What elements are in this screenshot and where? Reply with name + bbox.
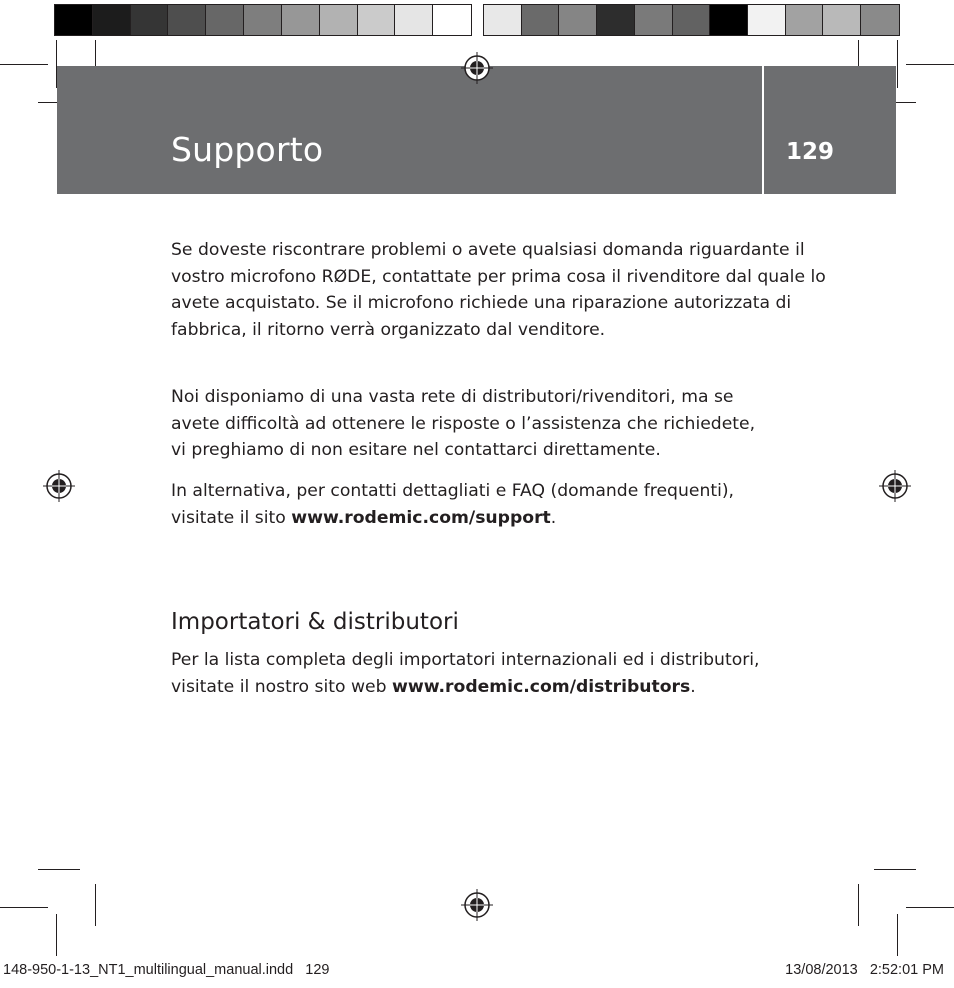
crop-mark (897, 40, 898, 88)
paragraph-line: vi preghiamo di non esitare nel contattarci direttamente. (171, 440, 661, 460)
slug-file-name: 148-950-1-13_NT1_multilingual_manual.indd (3, 962, 294, 978)
color-swatch (710, 5, 748, 35)
color-swatch (244, 5, 282, 35)
intro-paragraph: Se doveste riscontrare problemi o avete qualsiasi domanda riguardante il vostro microfono RØDE, contattate per prima cosa il rivenditore dal quale lo avete acquistato. Se il microfono richiede una riparazione autorizzata di fabbrica, il ritorno verrà organizzato dal venditore. (171, 240, 826, 340)
support-paragraph (171, 478, 831, 531)
color-swatch (282, 5, 320, 35)
support-link[interactable]: www.rodemic.com/support (291, 507, 551, 528)
color-swatch (748, 5, 786, 35)
registration-mark-icon (461, 52, 493, 84)
paragraph-text: visitate il sito (171, 507, 292, 528)
registration-mark-icon (43, 470, 75, 502)
color-swatch (522, 5, 560, 35)
section-subheading: Importatori & distributori (171, 609, 459, 635)
paragraph-line: avete difficoltà ad ottenere le risposte o l’assistenza che richiedete, (171, 413, 756, 434)
crop-mark (56, 914, 57, 956)
importers-paragraph (171, 647, 831, 700)
paragraph-text: visitate il nostro sito web (171, 676, 392, 697)
page-title: Supporto (171, 130, 324, 169)
color-swatch (635, 5, 673, 35)
slug-file-info (3, 962, 329, 978)
crop-mark (874, 869, 916, 870)
crop-mark (95, 884, 96, 926)
distributors-paragraph (171, 384, 831, 464)
slug-page: 129 (305, 962, 330, 978)
color-swatch (484, 5, 522, 35)
registration-mark-icon (879, 470, 911, 502)
paragraph-line: In alternativa, per contatti dettagliati e FAQ (domande frequenti), (171, 481, 735, 501)
crop-mark (906, 907, 954, 908)
paragraph-line: Per la lista completa degli importatori internazionali ed i distributori, (171, 650, 760, 670)
color-swatch (93, 5, 131, 35)
color-swatch (597, 5, 635, 35)
color-calibration-bar-left (54, 4, 472, 36)
color-swatch (320, 5, 358, 35)
crop-mark (906, 64, 954, 65)
color-calibration-bar-right (483, 4, 900, 36)
crop-mark (858, 884, 859, 926)
color-swatch (861, 5, 899, 35)
color-swatch (55, 5, 93, 35)
color-swatch (786, 5, 824, 35)
slug-date: 13/08/2013 (785, 962, 858, 978)
slug-time: 2:52:01 PM (869, 962, 944, 978)
page-number: 129 (785, 139, 834, 165)
color-swatch (395, 5, 433, 35)
crop-mark (38, 869, 80, 870)
color-swatch (206, 5, 244, 35)
slug-timestamp (785, 962, 944, 978)
color-swatch (673, 5, 711, 35)
header-divider (762, 66, 764, 194)
registration-mark-icon (461, 889, 493, 921)
paragraph-text: . (550, 507, 557, 528)
crop-mark (0, 907, 48, 908)
color-swatch (559, 5, 597, 35)
color-swatch (823, 5, 861, 35)
distributors-link[interactable]: www.rodemic.com/distributors (391, 676, 691, 697)
color-swatch (168, 5, 206, 35)
color-swatch (358, 5, 396, 35)
color-swatch (433, 5, 471, 35)
paragraph-line: Noi disponiamo di una vasta rete di distributori/rivenditori, ma se (171, 387, 734, 407)
crop-mark (0, 64, 48, 65)
paragraph-text: . (690, 676, 696, 697)
color-swatch (131, 5, 169, 35)
crop-mark (897, 914, 898, 956)
